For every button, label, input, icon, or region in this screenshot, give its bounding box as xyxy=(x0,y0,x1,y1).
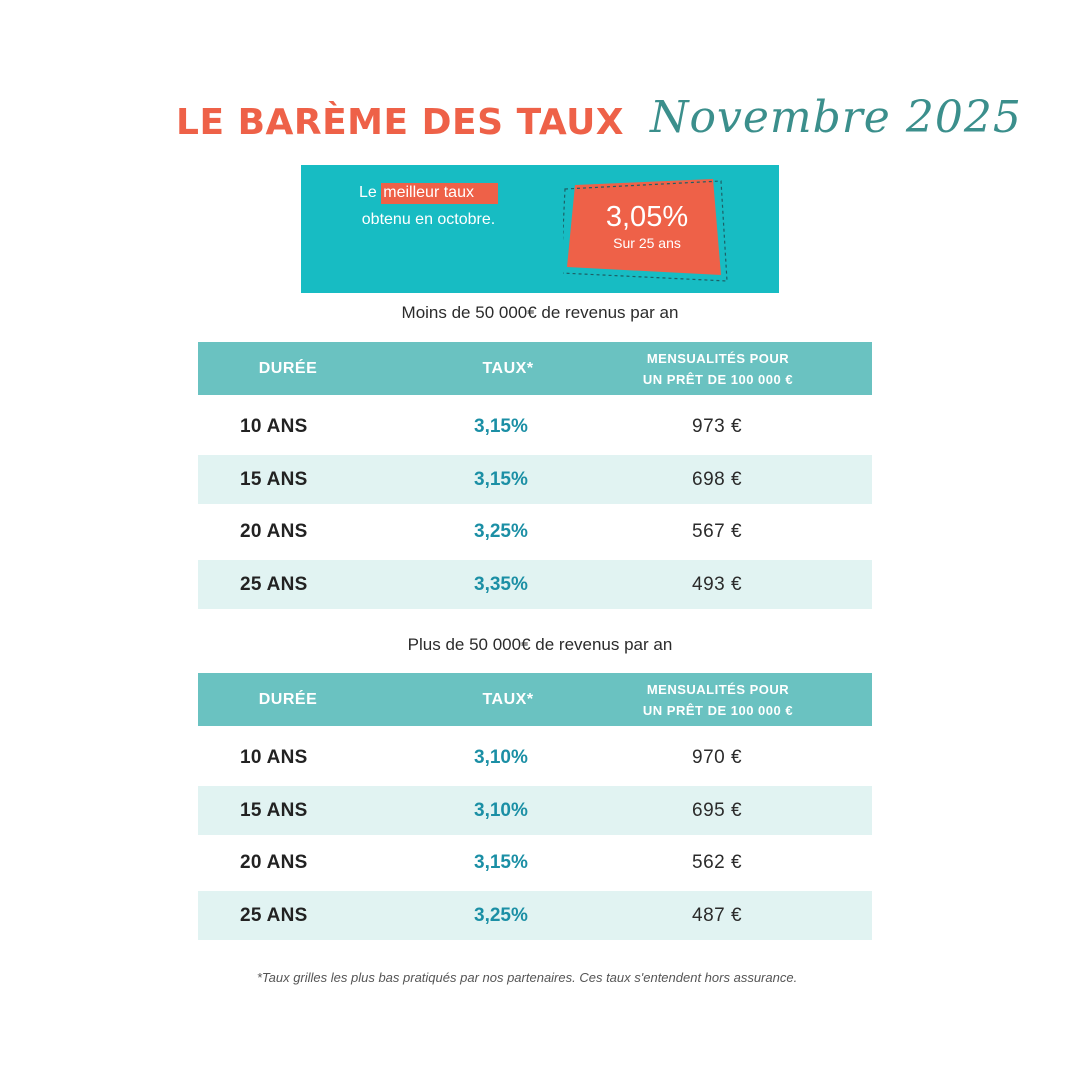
table-header xyxy=(198,673,872,726)
banner-line-1-prefix: Le xyxy=(359,184,382,201)
header-duree: DURÉE xyxy=(258,359,318,377)
taux-cell: 3,25% xyxy=(474,904,528,926)
table-row xyxy=(198,560,872,609)
taux-cell: 3,10% xyxy=(474,747,528,768)
header-mensualites-line-1: MENSUALITÉS POUR xyxy=(646,681,790,697)
table-row xyxy=(198,455,872,504)
mensualite-cell: 493 € xyxy=(692,573,743,595)
duree-cell: 10 ANS xyxy=(240,747,308,768)
duree-cell: 20 ANS xyxy=(240,852,308,873)
best-rate-duration: Sur 25 ans xyxy=(613,235,681,251)
duree-cell: 25 ANS xyxy=(240,573,308,595)
header-mensualites xyxy=(598,673,838,726)
taux-cell: 3,25% xyxy=(474,521,528,542)
duree-cell: 20 ANS xyxy=(240,521,308,542)
banner-text xyxy=(301,179,556,233)
page-title: LE BARÈME DES TAUX xyxy=(176,102,625,143)
table-row xyxy=(198,891,872,940)
duree-cell: 15 ANS xyxy=(240,799,308,821)
title-row xyxy=(0,92,1080,162)
duree-cell: 10 ANS xyxy=(240,416,308,437)
header-duree: DURÉE xyxy=(258,690,318,708)
mensualite-cell: 567 € xyxy=(692,521,743,542)
banner-highlight: meilleur taux xyxy=(381,183,498,204)
taux-cell: 3,10% xyxy=(474,799,528,821)
best-rate-value: 3,05% xyxy=(605,201,689,233)
mensualite-cell: 970 € xyxy=(692,747,743,768)
footnote: *Taux grilles les plus bas pratiqués par nos partenaires. Ces taux s'entendent hors assurance. xyxy=(256,970,798,985)
table-2-caption: Plus de 50 000€ de revenus par an xyxy=(407,635,673,654)
taux-cell: 3,15% xyxy=(474,416,528,437)
table-row xyxy=(198,786,872,835)
mensualite-cell: 562 € xyxy=(692,852,743,873)
header-mensualites xyxy=(598,342,838,395)
header-mensualites-line-2: UN PRÊT DE 100 000 € xyxy=(642,702,794,718)
mensualite-cell: 973 € xyxy=(692,416,743,437)
best-rate-banner xyxy=(301,165,779,293)
taux-cell: 3,35% xyxy=(474,573,528,595)
rate-table-low-income xyxy=(198,342,872,609)
rate-table-high-income xyxy=(198,673,872,940)
banner-line-1 xyxy=(301,179,556,206)
header-mensualites-line-1: MENSUALITÉS POUR xyxy=(646,350,790,366)
table-row xyxy=(198,732,872,784)
page-subtitle-month: Novembre 2025 xyxy=(650,92,1022,143)
header-mensualites-line-2: UN PRÊT DE 100 000 € xyxy=(642,371,794,387)
mensualite-cell: 695 € xyxy=(692,799,743,821)
mensualite-cell: 698 € xyxy=(692,468,743,490)
mensualite-cell: 487 € xyxy=(692,904,743,926)
table-row xyxy=(198,506,872,558)
table-row xyxy=(198,837,872,889)
header-taux: TAUX* xyxy=(482,359,534,377)
duree-cell: 25 ANS xyxy=(240,904,308,926)
banner-line-2: obtenu en octobre. xyxy=(361,211,496,228)
table-1-caption: Moins de 50 000€ de revenus par an xyxy=(401,303,679,322)
header-taux: TAUX* xyxy=(482,690,534,708)
table-row xyxy=(198,401,872,453)
table-header xyxy=(198,342,872,395)
taux-cell: 3,15% xyxy=(474,468,528,490)
duree-cell: 15 ANS xyxy=(240,468,308,490)
taux-cell: 3,15% xyxy=(474,852,528,873)
